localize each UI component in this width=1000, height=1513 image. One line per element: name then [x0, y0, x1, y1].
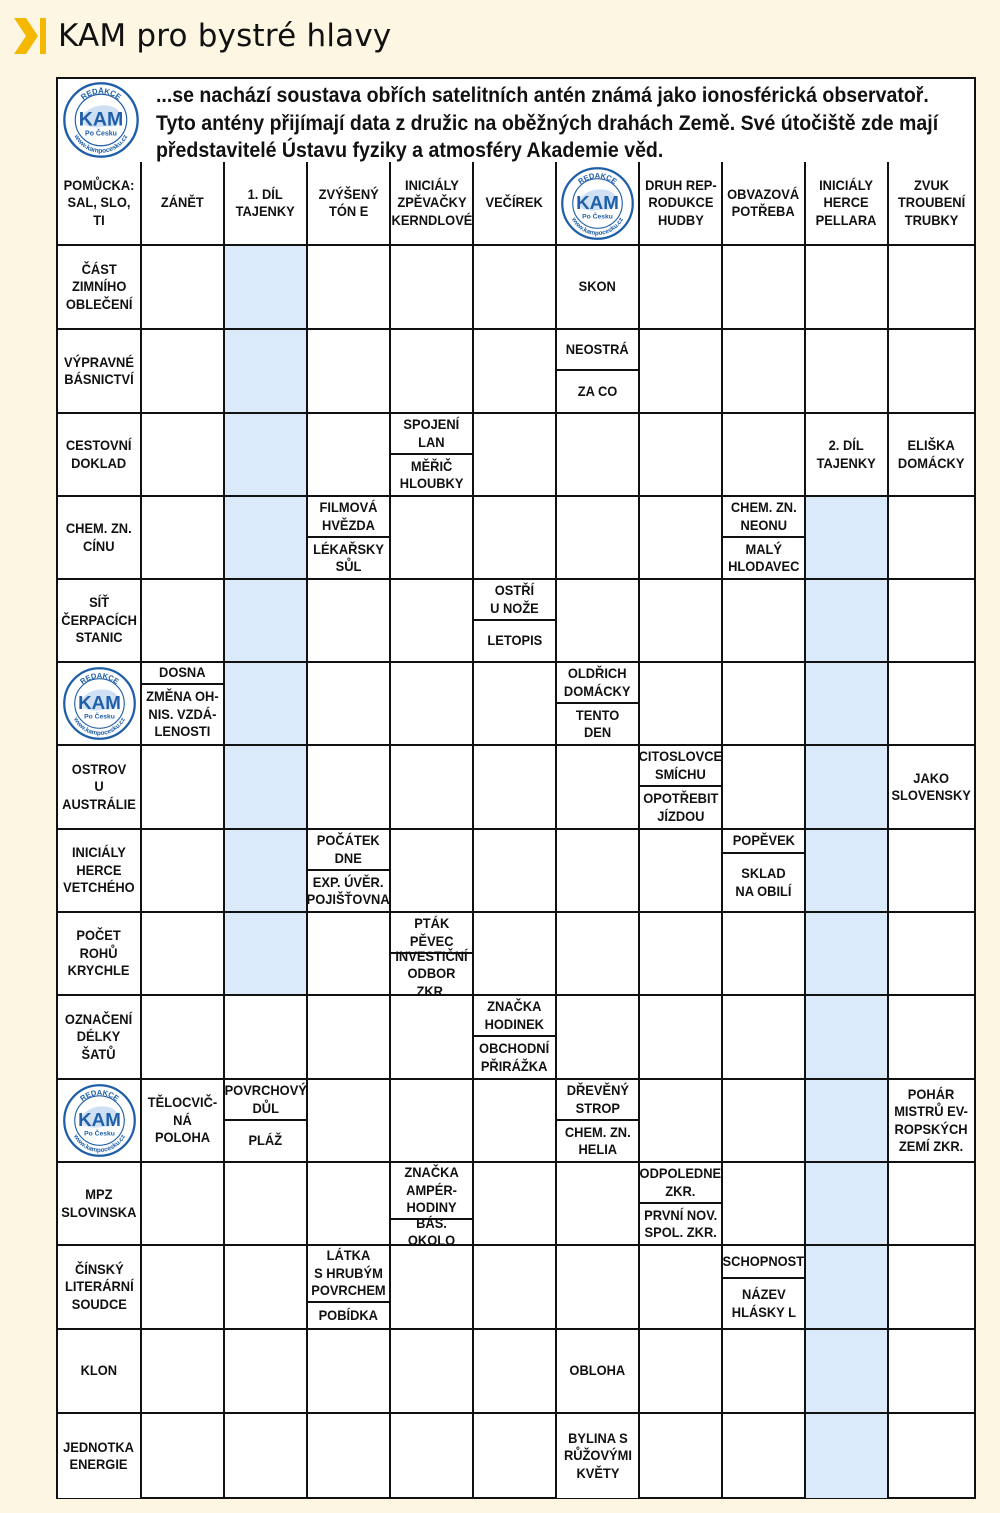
clue-cell	[557, 1080, 640, 1163]
clue-cell	[557, 1414, 640, 1498]
svg-text:www.kampocesku.cz: www.kampocesku.cz	[72, 133, 130, 155]
svg-text:REDAKCE: REDAKCE	[576, 170, 619, 186]
clue-text-bottom: OBCHODNÍ PŘIRÁŽKA	[479, 1040, 550, 1074]
clue-text-bottom: ZMĚNA OH- NIS. VZDÁ- LENOSTI	[146, 688, 219, 740]
clue-text-top: NEOSTRÁ	[566, 340, 629, 357]
clue-cell	[391, 414, 474, 497]
clue-text-bottom: CHEM. ZN. HELIA	[564, 1123, 631, 1157]
clue-cell	[308, 830, 391, 913]
clue-text-bottom: LÉKAŘSKY SŮL	[313, 540, 384, 574]
secret-answer-cell[interactable]	[806, 913, 889, 996]
clue-text: ČÁST ZIMNÍHO OBLEČENÍ	[65, 260, 133, 312]
page-title: KAM pro bystré hlavy	[58, 18, 392, 54]
clue-cell	[58, 1163, 142, 1246]
answer-cell[interactable]	[889, 830, 974, 913]
kam-logo	[557, 162, 638, 244]
answer-cell[interactable]	[391, 746, 474, 830]
svg-text:KAM: KAM	[77, 1108, 121, 1130]
answer-cell[interactable]	[474, 746, 557, 830]
answer-cell[interactable]	[474, 246, 557, 330]
answer-cell[interactable]	[142, 996, 225, 1080]
svg-text:www.kampocesku.cz: www.kampocesku.cz	[71, 716, 127, 738]
answer-cell[interactable]	[225, 1414, 308, 1498]
answer-cell[interactable]	[640, 580, 723, 663]
answer-cell[interactable]	[557, 996, 640, 1080]
answer-cell[interactable]	[391, 246, 474, 330]
answer-cell[interactable]	[142, 414, 225, 497]
answer-cell[interactable]	[723, 996, 806, 1080]
secret-answer-cell[interactable]	[225, 663, 308, 746]
intro-line-3: představitelé Ústavu fyziky a atmosféry Akademie věd.	[156, 139, 664, 162]
answer-cell[interactable]	[723, 246, 806, 330]
clue-text-bottom: PLÁŽ	[248, 1132, 283, 1149]
answer-cell[interactable]	[391, 663, 474, 746]
svg-text:REDAKCE: REDAKCE	[77, 671, 121, 686]
clue-cell	[142, 162, 225, 246]
clue-text-top: POČÁTEK DNE	[317, 832, 380, 866]
answer-cell[interactable]	[474, 1246, 557, 1330]
answer-cell[interactable]	[225, 1330, 308, 1414]
answer-cell[interactable]	[557, 1163, 640, 1246]
answer-cell[interactable]	[474, 663, 557, 746]
clue-text: ČÍNSKÝ LITERÁRNÍ SOUDCE	[64, 1260, 134, 1312]
secret-answer-cell[interactable]	[225, 414, 308, 497]
clue-cell	[474, 162, 557, 246]
answer-cell[interactable]	[889, 1246, 974, 1330]
clue-cell	[308, 497, 391, 580]
clue-text-top: ODPOLEDNE ZKR.	[639, 1165, 722, 1199]
clue-cell	[391, 162, 474, 246]
clue-text-top: LÁTKA S HRUBÝM POVRCHEM	[311, 1247, 386, 1299]
secret-answer-cell[interactable]	[806, 1080, 889, 1163]
clue-cell	[557, 663, 640, 746]
answer-cell[interactable]	[391, 1246, 474, 1330]
answer-cell[interactable]	[557, 746, 640, 830]
answer-cell[interactable]	[308, 996, 391, 1080]
answer-cell[interactable]	[557, 1246, 640, 1330]
answer-cell[interactable]	[142, 1330, 225, 1414]
answer-cell[interactable]	[391, 497, 474, 580]
clue-text-top: OLDŘICH DOMÁCKY	[564, 665, 631, 699]
answer-cell[interactable]	[640, 1080, 723, 1163]
kam-logo-icon	[62, 666, 137, 741]
secret-answer-cell[interactable]	[806, 1330, 889, 1414]
clue-cell	[723, 830, 806, 913]
answer-cell[interactable]	[889, 1330, 974, 1414]
answer-cell[interactable]	[474, 1414, 557, 1498]
clue-cell	[225, 1080, 308, 1163]
clue-text-bottom: EXP. ÚVĚR. POJIŠŤOVNA	[306, 873, 391, 907]
svg-text:REDAKCE: REDAKCE	[77, 1088, 121, 1103]
clue-text: OBLOHA	[569, 1362, 626, 1379]
clue-cell	[58, 1330, 142, 1414]
answer-cell[interactable]	[142, 580, 225, 663]
answer-cell[interactable]	[142, 330, 225, 414]
secret-answer-cell[interactable]	[806, 1414, 889, 1498]
clue-text-bottom: MĚŘIČ HLOUBKY	[399, 457, 464, 491]
svg-text:Po Česku: Po Česku	[83, 713, 115, 721]
clue-cell	[58, 162, 142, 246]
clue-text: TĚLOCVIČ- NÁ POLOHA	[147, 1094, 218, 1146]
answer-cell[interactable]	[474, 913, 557, 996]
answer-cell[interactable]	[889, 497, 974, 580]
answer-cell[interactable]	[225, 1163, 308, 1246]
answer-cell[interactable]	[557, 497, 640, 580]
answer-cell[interactable]	[557, 414, 640, 497]
clue-text-bottom: OPOTŘEBIT JÍZDOU	[642, 790, 719, 824]
kam-logo	[58, 663, 140, 744]
clue-text-bottom: BÁS. OKOLO	[407, 1214, 456, 1248]
clue-cell	[391, 1163, 474, 1246]
clue-text: KLON	[80, 1362, 118, 1379]
clue-cell	[58, 913, 142, 996]
answer-cell[interactable]	[391, 580, 474, 663]
answer-cell[interactable]	[142, 1246, 225, 1330]
clue-cell	[58, 246, 142, 330]
clue-cell	[723, 497, 806, 580]
secret-answer-cell[interactable]	[806, 996, 889, 1080]
answer-cell[interactable]	[142, 246, 225, 330]
clue-cell	[58, 497, 142, 580]
answer-cell[interactable]	[474, 1330, 557, 1414]
clue-cell	[58, 996, 142, 1080]
clue-cell	[889, 414, 974, 497]
clue-text: INICIÁLY HERCE VETCHÉHO	[63, 844, 135, 896]
clue-text-top: CITOSLOVCE SMÍCHU	[638, 748, 723, 782]
answer-cell[interactable]	[308, 246, 391, 330]
answer-cell[interactable]	[723, 1414, 806, 1498]
clue-cell	[889, 1080, 974, 1163]
kam-logo-icon	[62, 1083, 137, 1158]
secret-answer-cell[interactable]	[806, 1246, 889, 1330]
answer-cell[interactable]	[142, 1163, 225, 1246]
logo-cell	[58, 1080, 142, 1163]
answer-cell[interactable]	[308, 1330, 391, 1414]
clue-cell	[557, 1330, 640, 1414]
clue-text-top: POVRCHOVÝ DŮL	[224, 1082, 307, 1116]
answer-cell[interactable]	[391, 1414, 474, 1498]
answer-cell[interactable]	[640, 330, 723, 414]
secret-answer-cell[interactable]	[225, 746, 308, 830]
clue-text: BYLINA S RŮŽOVÝMI KVĚTY	[563, 1429, 632, 1481]
clue-text: JEDNOTKA ENERGIE	[63, 1438, 135, 1472]
clue-text-bottom: TENTO DEN	[575, 706, 620, 740]
clue-text: MPZ SLOVINSKA	[61, 1186, 137, 1220]
answer-cell[interactable]	[889, 580, 974, 663]
clue-text-top: OSTŘÍ U NOŽE	[490, 582, 539, 616]
svg-text:KAM: KAM	[78, 108, 124, 131]
answer-cell[interactable]	[308, 580, 391, 663]
answer-cell[interactable]	[723, 663, 806, 746]
answer-cell[interactable]	[640, 830, 723, 913]
clue-cell	[58, 830, 142, 913]
answer-cell[interactable]	[723, 913, 806, 996]
svg-text:www.kampocesku.cz: www.kampocesku.cz	[71, 1133, 127, 1155]
clue-text-top: ZNAČKA AMPÉR- HODINY	[404, 1164, 459, 1216]
answer-cell[interactable]	[474, 1163, 557, 1246]
clue-cell	[806, 414, 889, 497]
svg-text:KAM: KAM	[576, 191, 619, 213]
clue-cell	[308, 162, 391, 246]
answer-cell[interactable]	[308, 330, 391, 414]
answer-cell[interactable]	[225, 996, 308, 1080]
kam-logo	[62, 81, 140, 164]
kam-logo-icon	[560, 166, 635, 241]
answer-cell[interactable]	[308, 746, 391, 830]
answer-cell[interactable]	[308, 913, 391, 996]
clue-text: POHÁR MISTRŮ EV- ROPSKÝCH ZEMÍ ZKR.	[894, 1085, 969, 1154]
clue-cell	[58, 1414, 142, 1498]
secret-answer-cell[interactable]	[806, 746, 889, 830]
answer-cell[interactable]	[723, 414, 806, 497]
clue-text-bottom: PRVNÍ NOV. SPOL. ZKR.	[643, 1206, 718, 1240]
clue-cell	[58, 414, 142, 497]
answer-cell[interactable]	[557, 913, 640, 996]
answer-cell[interactable]	[889, 330, 974, 414]
clue-text: SÍŤ ČERPACÍCH STANIC	[61, 594, 137, 646]
secret-answer-cell[interactable]	[806, 580, 889, 663]
clue-cell	[723, 1246, 806, 1330]
answer-cell[interactable]	[391, 1080, 474, 1163]
clue-text: OSTROV U AUSTRÁLIE	[62, 760, 136, 812]
answer-cell[interactable]	[308, 1080, 391, 1163]
crossword-board	[56, 77, 976, 1499]
intro-clue	[156, 82, 939, 165]
clue-text-top: POPĚVEK	[732, 832, 795, 849]
clue-text-top: ZNAČKA HODINEK	[484, 998, 545, 1032]
secret-answer-cell[interactable]	[225, 830, 308, 913]
intro-bar	[58, 79, 974, 164]
clue-cell	[308, 1246, 391, 1330]
clue-text: DRUH REP- RODUKCE HUDBY	[644, 176, 717, 228]
secret-answer-cell[interactable]	[225, 497, 308, 580]
clue-text-bottom: ZA CO	[577, 382, 618, 399]
answer-cell[interactable]	[474, 414, 557, 497]
answer-cell[interactable]	[308, 1414, 391, 1498]
answer-cell[interactable]	[723, 1163, 806, 1246]
answer-cell[interactable]	[142, 830, 225, 913]
answer-cell[interactable]	[889, 1414, 974, 1498]
clue-cell	[58, 746, 142, 830]
answer-cell[interactable]	[142, 1414, 225, 1498]
answer-cell[interactable]	[557, 830, 640, 913]
clue-cell	[142, 663, 225, 746]
answer-cell[interactable]	[640, 1246, 723, 1330]
clue-text-bottom: SKLAD NA OBILÍ	[735, 865, 792, 899]
svg-text:REDAKCE: REDAKCE	[79, 86, 123, 102]
clue-text: ZVUK TROUBENÍ TRUBKY	[897, 176, 966, 228]
secret-answer-cell[interactable]	[806, 497, 889, 580]
answer-cell[interactable]	[640, 1330, 723, 1414]
clue-text-bottom: MALÝ HLODAVEC	[727, 540, 800, 574]
secret-answer-cell[interactable]	[225, 580, 308, 663]
clue-text-top: CHEM. ZN. NEONU	[730, 499, 797, 533]
clue-text: ZVÝŠENÝ TÓN E	[318, 185, 379, 219]
answer-cell[interactable]	[723, 746, 806, 830]
clue-cell	[474, 996, 557, 1080]
svg-text:www.kampocesku.cz: www.kampocesku.cz	[570, 215, 625, 237]
logo-cell	[58, 663, 142, 746]
clue-cell	[474, 580, 557, 663]
answer-cell[interactable]	[391, 1330, 474, 1414]
clue-text-bottom: NÁZEV HLÁSKY L	[731, 1286, 796, 1320]
clue-cell	[889, 746, 974, 830]
clue-cell	[640, 1163, 723, 1246]
answer-cell[interactable]	[474, 497, 557, 580]
answer-cell[interactable]	[391, 830, 474, 913]
answer-cell[interactable]	[806, 246, 889, 330]
clue-text: SKON	[578, 278, 617, 295]
answer-cell[interactable]	[889, 913, 974, 996]
svg-text:Po Česku: Po Česku	[582, 213, 613, 220]
answer-cell[interactable]	[806, 330, 889, 414]
answer-cell[interactable]	[889, 996, 974, 1080]
clue-text: POMŮCKA: SAL, SLO, TI	[63, 176, 135, 228]
answer-cell[interactable]	[889, 246, 974, 330]
clue-text: INICIÁLY ZPĚVAČKY KERNDLOVÉ	[391, 176, 472, 228]
answer-cell[interactable]	[308, 414, 391, 497]
clue-cell	[557, 330, 640, 414]
secret-answer-cell[interactable]	[806, 830, 889, 913]
answer-cell[interactable]	[640, 246, 723, 330]
clue-cell	[557, 246, 640, 330]
answer-cell[interactable]	[640, 497, 723, 580]
answer-cell[interactable]	[640, 414, 723, 497]
answer-cell[interactable]	[474, 830, 557, 913]
clue-text-top: SCHOPNOST	[722, 1252, 805, 1269]
clue-text: 1. DÍL TAJENKY	[235, 185, 296, 219]
svg-text:Po Česku: Po Česku	[85, 130, 117, 138]
answer-cell[interactable]	[640, 913, 723, 996]
clue-text: VÝPRAVNÉ BÁSNICTVÍ	[64, 353, 134, 387]
clue-text-top: SPOJENÍ LAN	[403, 416, 460, 450]
clue-text: CHEM. ZN. CÍNU	[66, 520, 132, 554]
answer-cell[interactable]	[723, 1330, 806, 1414]
clue-cell	[640, 162, 723, 246]
answer-cell[interactable]	[474, 330, 557, 414]
clue-cell	[889, 162, 974, 246]
clue-cell	[225, 162, 308, 246]
secret-answer-cell[interactable]	[225, 913, 308, 996]
clue-text: INICIÁLY HERCE PELLARA	[816, 176, 877, 228]
answer-cell[interactable]	[391, 330, 474, 414]
answer-cell[interactable]	[308, 1163, 391, 1246]
clue-text: CESTOVNÍ DOKLAD	[66, 437, 132, 471]
arrow-logo-icon	[14, 16, 50, 56]
secret-answer-cell[interactable]	[806, 1163, 889, 1246]
clue-cell	[640, 746, 723, 830]
answer-cell[interactable]	[640, 663, 723, 746]
svg-text:Po Česku: Po Česku	[83, 1130, 115, 1138]
clue-text-bottom: INVESTIČNÍ ODBOR ZKR.	[395, 947, 468, 999]
logo-cell	[557, 162, 640, 246]
secret-answer-cell[interactable]	[225, 246, 308, 330]
answer-cell[interactable]	[391, 996, 474, 1080]
clue-text-bottom: POBÍDKA	[318, 1306, 379, 1323]
clue-cell	[723, 162, 806, 246]
answer-cell[interactable]	[723, 1080, 806, 1163]
answer-cell[interactable]	[889, 663, 974, 746]
clue-text-top: PTÁK PĚVEC	[409, 915, 454, 949]
secret-answer-cell[interactable]	[225, 330, 308, 414]
clue-cell	[142, 1080, 225, 1163]
clue-text: VEČÍREK	[485, 194, 544, 211]
clue-cell	[58, 580, 142, 663]
clue-text-top: DOSNA	[159, 664, 206, 681]
clue-cell	[391, 913, 474, 999]
answer-cell[interactable]	[225, 1246, 308, 1330]
clue-text-top: FILMOVÁ HVĚZDA	[319, 499, 378, 533]
clue-cell	[58, 330, 142, 414]
answer-cell[interactable]	[723, 580, 806, 663]
answer-cell[interactable]	[723, 330, 806, 414]
answer-cell[interactable]	[474, 1080, 557, 1163]
clue-text: 2. DÍL TAJENKY	[816, 437, 877, 471]
answer-cell[interactable]	[557, 580, 640, 663]
clue-text-bottom: LETOPIS	[487, 632, 542, 649]
clue-text: OBVAZOVÁ POTŘEBA	[727, 185, 800, 219]
clue-cell	[806, 162, 889, 246]
answer-cell[interactable]	[308, 663, 391, 746]
kam-logo	[58, 1080, 140, 1161]
answer-cell[interactable]	[640, 1414, 723, 1498]
answer-cell[interactable]	[142, 746, 225, 830]
clue-text: POČET ROHŮ KRYCHLE	[68, 927, 130, 979]
clue-text: JAKO SLOVENSKY	[891, 769, 972, 803]
clue-text-top: DŘEVĚNÝ STROP	[566, 1082, 629, 1116]
answer-cell[interactable]	[142, 913, 225, 996]
clue-text: OZNAČENÍ DÉLKY ŠATŮ	[65, 1010, 133, 1062]
clue-cell	[58, 1246, 142, 1330]
intro-line-2: Tyto antény přijímají data z družic na oběžných drahách Země. Své útočiště zde mají	[156, 111, 939, 135]
clue-text: ZÁNĚT	[161, 194, 204, 211]
svg-text:KAM: KAM	[77, 691, 121, 713]
secret-answer-cell[interactable]	[806, 663, 889, 746]
answer-cell[interactable]	[889, 1163, 974, 1246]
answer-cell[interactable]	[640, 996, 723, 1080]
kam-logo-icon	[62, 81, 140, 159]
clue-text: ELIŠKA DOMÁCKY	[898, 437, 965, 471]
intro-line-1: ...se nachází soustava obřích satelitních antén známá jako ionosférická observatoř.	[156, 84, 929, 107]
answer-cell[interactable]	[142, 497, 225, 580]
header	[14, 14, 391, 58]
